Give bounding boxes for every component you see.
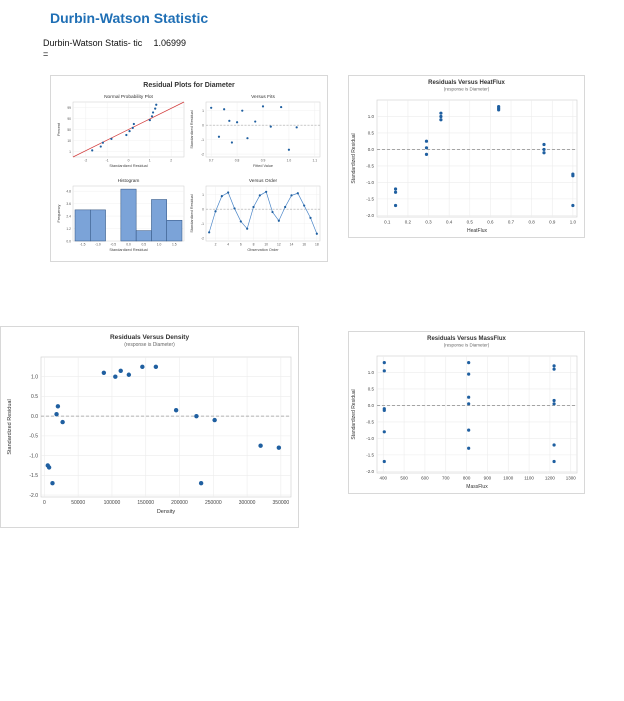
data-point: [212, 418, 216, 422]
data-point: [467, 361, 470, 364]
x-tick-label: 1200: [544, 475, 555, 481]
y-tick-label: 3.6: [66, 201, 71, 206]
data-point: [552, 364, 555, 367]
panel-title: Normal Probability Plot: [104, 95, 153, 100]
y-tick-label: 1.0: [31, 374, 38, 381]
y-tick-label: 0.0: [66, 239, 71, 244]
x-tick-label: 0.1: [384, 219, 391, 225]
page-title: Durbin-Watson Statistic: [50, 10, 209, 26]
data-point: [383, 460, 386, 463]
x-tick-label: 350000: [272, 500, 290, 506]
residual-plots-panel: [50, 75, 328, 262]
x-tick-label: 1300: [565, 475, 576, 481]
density-chart: [1, 327, 298, 527]
y-tick-label: 0: [202, 207, 204, 212]
x-tick-label: 8: [252, 242, 255, 247]
y-axis-label: Standardized Residual: [190, 110, 194, 149]
data-point: [194, 414, 198, 418]
data-point: [262, 105, 264, 107]
data-point: [47, 465, 51, 469]
data-point: [258, 444, 262, 448]
heatflux-chart: [349, 76, 584, 237]
y-tick-label: 0.0: [367, 403, 374, 409]
data-point: [425, 146, 428, 149]
data-point: [439, 115, 442, 118]
data-point: [56, 404, 60, 408]
data-point: [383, 361, 386, 364]
x-tick-label: 0.0: [126, 242, 131, 247]
x-axis-label: Fitted Value: [253, 164, 273, 168]
y-tick-label: 1: [202, 192, 204, 197]
data-point: [208, 231, 210, 233]
y-axis-label: Standardized Residual: [7, 399, 13, 455]
x-tick-label: 0.6: [487, 219, 494, 225]
chart-subtitle: (response is Diameter): [124, 342, 175, 348]
data-point: [91, 149, 93, 151]
x-tick-label: 6: [239, 242, 242, 247]
x-axis-label: Observation Order: [247, 248, 279, 252]
chart-subtitle: (response is Diameter): [443, 342, 490, 348]
data-point: [233, 207, 235, 209]
data-point: [394, 187, 397, 190]
x-tick-label: -1.0: [95, 242, 101, 247]
x-tick-label: 250000: [204, 500, 222, 506]
y-tick-label: 1.0: [367, 370, 374, 376]
y-tick-label: -2: [201, 236, 204, 241]
data-point: [50, 481, 54, 485]
x-axis-label: MassFlux: [466, 484, 488, 490]
y-tick-label: 0.5: [31, 394, 38, 401]
massflux-chart: [349, 332, 584, 493]
y-tick-label: -1.5: [366, 196, 374, 202]
x-tick-label: 800: [462, 475, 471, 481]
x-tick-label: 200000: [171, 500, 188, 506]
plot-area: [41, 357, 291, 497]
data-point: [425, 140, 428, 143]
x-tick-label: 0.3: [425, 219, 432, 225]
x-tick-label: 2: [170, 158, 173, 163]
x-tick-label: 0.5: [466, 219, 473, 225]
y-tick-label: -2: [201, 152, 204, 157]
data-point: [102, 371, 106, 375]
x-tick-label: 50000: [71, 500, 86, 506]
panel-title: Histogram: [117, 179, 140, 184]
data-point: [228, 120, 230, 122]
x-tick-label: 14: [289, 242, 294, 247]
histogram-bar: [90, 210, 105, 241]
data-point: [394, 204, 397, 207]
x-tick-label: 12: [276, 242, 281, 247]
data-point: [149, 119, 151, 121]
y-tick-label: -1.0: [29, 453, 38, 460]
x-tick-label: 0.9: [260, 158, 266, 163]
y-tick-label: -1.0: [366, 179, 374, 185]
data-point: [102, 142, 104, 144]
data-point: [571, 174, 574, 177]
data-point: [270, 126, 272, 128]
data-point: [254, 120, 256, 122]
data-point: [542, 148, 545, 151]
y-tick-label: 0: [202, 123, 204, 128]
data-point: [552, 443, 555, 446]
x-axis-label: HeatFlux: [466, 228, 488, 234]
x-tick-label: 500: [400, 475, 408, 481]
chart-title: Residuals Versus HeatFlux: [428, 80, 505, 86]
y-tick-label: -2.0: [366, 212, 374, 218]
x-tick-label: 0: [42, 500, 46, 506]
y-axis-label: Percent: [57, 122, 61, 137]
x-tick-label: 0.2: [404, 219, 412, 225]
histogram-bar: [167, 220, 182, 241]
x-tick-label: 700: [441, 475, 450, 481]
y-tick-label: 10: [67, 138, 71, 143]
x-tick-label: 2: [214, 242, 217, 247]
data-point: [132, 127, 134, 129]
data-point: [467, 373, 470, 376]
data-point: [497, 108, 500, 111]
plot-area: [377, 356, 577, 473]
y-tick-label: -1.0: [366, 435, 374, 441]
panel-title: Versus Order: [248, 179, 278, 184]
x-tick-label: 1100: [524, 475, 534, 481]
data-point: [383, 430, 386, 433]
histogram-bar: [136, 231, 151, 241]
x-tick-label: 600: [421, 475, 429, 481]
data-point: [110, 138, 112, 140]
y-tick-label: 99: [67, 105, 71, 110]
data-point: [296, 126, 298, 128]
histogram-bar: [121, 189, 136, 241]
data-point: [259, 194, 261, 196]
data-point: [221, 195, 223, 197]
data-point: [241, 110, 243, 112]
x-tick-label: 900: [483, 475, 492, 481]
data-point: [542, 143, 545, 146]
y-tick-label: 0.0: [367, 147, 374, 153]
histogram-bar: [75, 210, 90, 241]
massflux-panel: [348, 331, 585, 494]
x-tick-label: -1.5: [79, 242, 86, 247]
durbin-watson-value: 1.06999: [153, 38, 187, 48]
data-point: [231, 141, 233, 143]
data-point: [303, 204, 305, 206]
density-panel: [0, 326, 299, 528]
data-point: [128, 130, 130, 132]
chart-title: Residual Plots for Diameter: [143, 82, 235, 89]
x-tick-label: -1: [105, 158, 109, 163]
data-point: [127, 373, 131, 377]
data-point: [214, 210, 216, 212]
data-point: [119, 369, 123, 373]
x-tick-label: 1: [148, 158, 151, 163]
y-tick-label: 1.2: [66, 226, 71, 231]
data-point: [383, 409, 386, 412]
y-tick-label: 2.4: [66, 214, 71, 219]
data-point: [439, 118, 442, 121]
x-tick-label: 1.0: [286, 158, 292, 163]
x-axis-label: Density: [156, 509, 176, 515]
data-point: [223, 108, 225, 110]
x-tick-label: 300000: [238, 500, 256, 506]
data-point: [467, 396, 470, 399]
durbin-watson-label: Durbin-Watson Statis- tic =: [43, 38, 143, 59]
data-point: [290, 194, 292, 196]
data-point: [252, 206, 254, 208]
data-point: [280, 106, 282, 108]
y-tick-label: 1: [69, 149, 71, 154]
x-tick-label: 0.7: [208, 158, 214, 163]
x-tick-label: -2: [84, 158, 88, 163]
data-point: [125, 134, 127, 136]
data-point: [552, 368, 555, 371]
data-point: [271, 211, 273, 213]
x-tick-label: 0.8: [234, 158, 240, 163]
data-point: [54, 412, 58, 416]
y-tick-label: -1.5: [29, 473, 38, 480]
x-tick-label: 0: [127, 158, 130, 163]
y-tick-label: -1.5: [366, 452, 374, 458]
data-point: [552, 460, 555, 463]
data-point: [309, 217, 311, 219]
data-point: [316, 233, 318, 235]
y-axis-label: Frequency: [57, 204, 61, 223]
data-point: [439, 112, 442, 115]
data-point: [236, 121, 238, 123]
x-axis-label: Standardized Residual: [109, 248, 148, 252]
x-tick-label: 400: [379, 475, 388, 481]
data-point: [383, 369, 386, 372]
x-tick-label: 1.1: [312, 158, 318, 163]
x-tick-label: 1.5: [172, 242, 177, 247]
chart-title: Residuals Versus Density: [109, 334, 190, 341]
chart-title: Residuals Versus MassFlux: [427, 336, 506, 342]
y-tick-label: -0.5: [29, 433, 38, 440]
x-tick-label: 0.5: [141, 242, 147, 247]
y-tick-label: -1: [201, 221, 204, 226]
y-axis-label: Standardized Residual: [190, 194, 194, 233]
x-tick-label: 18: [314, 242, 319, 247]
data-point: [154, 108, 156, 110]
data-point: [218, 136, 220, 138]
y-tick-label: 0.5: [367, 130, 374, 136]
x-tick-label: 16: [302, 242, 307, 247]
x-tick-label: 1.0: [569, 219, 577, 225]
data-point: [552, 399, 555, 402]
y-axis-label: Standardized Residual: [351, 389, 357, 440]
x-tick-label: 4: [227, 242, 230, 247]
x-tick-label: 1000: [503, 475, 514, 481]
data-point: [210, 107, 212, 109]
y-tick-label: 50: [67, 127, 71, 132]
residual-plots-chart: [51, 76, 327, 261]
y-tick-label: -2.0: [366, 468, 374, 474]
heatflux-panel: [348, 75, 585, 238]
data-point: [571, 204, 574, 207]
data-point: [552, 402, 555, 405]
data-point: [154, 365, 158, 369]
data-point: [467, 402, 470, 405]
y-tick-label: 1: [202, 108, 204, 113]
durbin-watson-row: [43, 38, 186, 60]
data-point: [60, 420, 64, 424]
y-tick-label: -1: [201, 137, 204, 142]
y-tick-label: 1.0: [367, 114, 374, 120]
x-tick-label: 10: [264, 242, 269, 247]
data-point: [425, 153, 428, 156]
data-point: [100, 145, 102, 147]
data-point: [113, 375, 117, 379]
x-axis-label: Standardized Residual: [109, 164, 148, 168]
x-tick-label: 0.7: [507, 219, 515, 225]
y-tick-label: 90: [67, 116, 71, 121]
y-tick-label: -0.5: [366, 419, 374, 425]
x-tick-label: 0.4: [446, 219, 453, 225]
plot-area: [377, 100, 577, 217]
data-point: [240, 220, 242, 222]
data-point: [542, 151, 545, 154]
y-tick-label: 0.5: [367, 386, 374, 392]
data-point: [151, 115, 153, 117]
data-point: [199, 481, 203, 485]
data-point: [246, 228, 248, 230]
x-tick-label: 0.9: [549, 219, 556, 225]
x-tick-label: 100000: [103, 500, 121, 506]
data-point: [265, 191, 267, 193]
data-point: [155, 104, 157, 106]
histogram-bar: [151, 199, 166, 241]
y-tick-label: -2.0: [29, 492, 38, 499]
y-axis-label: Standardized Residual: [351, 133, 357, 184]
data-point: [278, 220, 280, 222]
plot-area: [206, 186, 320, 241]
x-tick-label: 1.0: [156, 242, 162, 247]
data-point: [394, 191, 397, 194]
x-tick-label: 0.8: [528, 219, 535, 225]
y-tick-label: -0.5: [366, 163, 374, 169]
data-point: [140, 365, 144, 369]
data-point: [288, 149, 290, 151]
data-point: [467, 429, 470, 432]
data-point: [152, 111, 154, 113]
panel-title: Versus Fits: [251, 95, 275, 100]
y-tick-label: 0.0: [31, 413, 38, 420]
data-point: [246, 137, 248, 139]
data-point: [284, 206, 286, 208]
data-point: [133, 123, 135, 125]
data-point: [297, 192, 299, 194]
x-tick-label: 150000: [137, 500, 155, 506]
x-tick-label: -0.5: [110, 242, 117, 247]
data-point: [227, 191, 229, 193]
y-tick-label: 4.8: [66, 189, 71, 194]
chart-subtitle: (response is Diameter): [443, 86, 490, 92]
data-point: [467, 447, 470, 450]
data-point: [174, 408, 178, 412]
data-point: [277, 446, 281, 450]
